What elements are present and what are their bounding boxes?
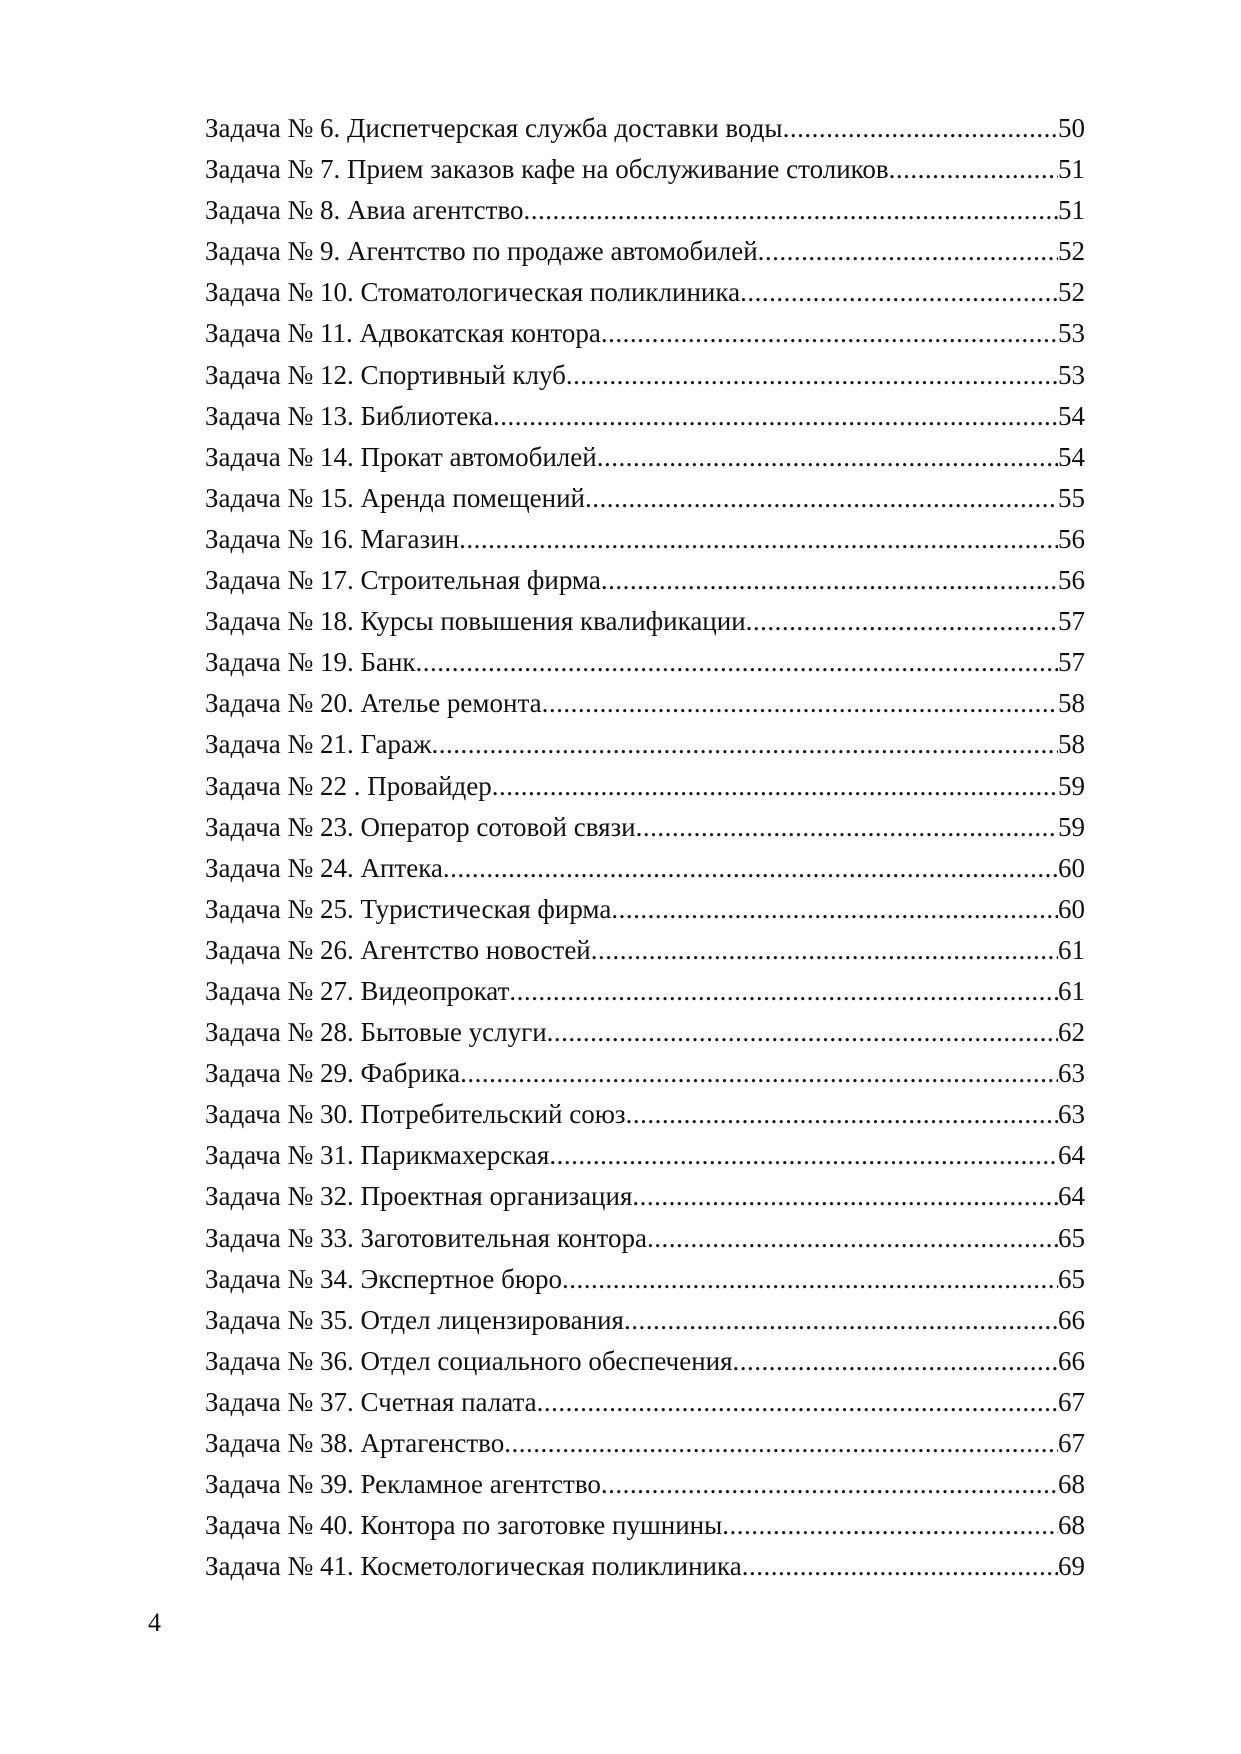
dot-leader (742, 1546, 1058, 1587)
toc-entry-title: Задача № 35. Отдел лицензирования (205, 1304, 624, 1335)
toc-entry-page: 53 (1058, 318, 1085, 349)
toc-entry (205, 848, 1092, 889)
toc-entry-title: Задача № 33. Заготовительная контора (205, 1222, 647, 1253)
dot-leader (611, 889, 1058, 930)
toc-entry-title: Задача № 41. Косметологическая поликлиника (205, 1551, 742, 1582)
toc-entry-title: Задача № 17. Строительная фирма (205, 565, 601, 596)
toc-entry-title: Задача № 18. Курсы повышения квалификации (205, 606, 746, 637)
dot-leader (597, 437, 1058, 478)
toc-entry-page: 57 (1058, 606, 1085, 637)
toc-entry (205, 1464, 1092, 1505)
dot-leader (636, 807, 1058, 848)
toc-entry-page: 61 (1058, 934, 1085, 965)
toc-entry-page: 68 (1058, 1510, 1085, 1541)
toc-entry (205, 1546, 1092, 1587)
toc-entry-title: Задача № 30. Потребительский союз (205, 1099, 626, 1130)
toc-entry-page: 51 (1058, 154, 1085, 185)
toc-entry-page: 60 (1058, 893, 1085, 924)
toc-entry-title: Задача № 34. Экспертное бюро (205, 1263, 563, 1294)
toc-entry (205, 190, 1092, 231)
toc-entry-page: 65 (1058, 1222, 1085, 1253)
toc-entry (205, 272, 1092, 313)
toc-entry-page: 55 (1058, 482, 1085, 513)
dot-leader (504, 1423, 1058, 1464)
toc-entry-title: Задача № 14. Прокат автомобилей (205, 441, 597, 472)
dot-leader (591, 930, 1058, 971)
dot-leader (416, 642, 1058, 683)
toc-entry-title: Задача № 29. Фабрика (205, 1058, 461, 1089)
dot-leader (585, 478, 1058, 519)
table-of-contents (205, 108, 1092, 1587)
toc-entry-title: Задача № 6. Диспетчерская служба доставки воды (205, 113, 783, 143)
toc-entry-page: 52 (1058, 236, 1085, 267)
dot-leader (562, 1259, 1058, 1300)
toc-entry-title: Задача № 16. Магазин (205, 523, 460, 554)
toc-entry-page: 56 (1058, 523, 1085, 554)
toc-entry (205, 560, 1092, 601)
toc-entry (205, 971, 1092, 1012)
dot-leader (459, 519, 1058, 560)
toc-entry (205, 807, 1092, 848)
toc-entry-page: 54 (1058, 400, 1085, 431)
dot-leader (601, 313, 1058, 354)
toc-entry-page: 61 (1058, 975, 1085, 1006)
dot-leader (626, 1094, 1058, 1135)
toc-entry-page: 59 (1058, 770, 1085, 801)
dot-leader (443, 848, 1058, 889)
dot-leader (509, 971, 1058, 1012)
toc-entry-page: 58 (1058, 688, 1085, 719)
toc-entry-title: Задача № 32. Проектная организация (205, 1181, 633, 1212)
toc-entry-page: 58 (1058, 729, 1085, 760)
toc-entry-title: Задача № 15. Аренда помещений (205, 482, 586, 513)
dot-leader (647, 1218, 1058, 1259)
toc-entry-title: Задача № 31. Парикмахерская (205, 1140, 550, 1171)
dot-leader (493, 396, 1058, 437)
toc-entry-page: 57 (1058, 647, 1085, 678)
toc-entry (205, 1300, 1092, 1341)
toc-entry-page: 67 (1058, 1386, 1085, 1417)
toc-entry-title: Задача № 28. Бытовые услуги (205, 1017, 547, 1048)
toc-entry-title: Задача № 27. Видеопрокат (205, 975, 510, 1006)
toc-entry (205, 1423, 1092, 1464)
dot-leader (740, 272, 1058, 313)
toc-entry-page: 56 (1058, 565, 1085, 596)
toc-entry-title: Задача № 11. Адвокатская контора (205, 318, 601, 349)
toc-entry (205, 437, 1092, 478)
toc-entry-title: Задача № 13. Библиотека (205, 400, 494, 431)
toc-entry-title: Задача № 25. Туристическая фирма (205, 893, 612, 924)
dot-leader (722, 1505, 1058, 1546)
dot-leader (733, 1341, 1058, 1382)
toc-entry-page: 66 (1058, 1345, 1085, 1376)
toc-entry-page: 65 (1058, 1263, 1085, 1294)
toc-entry (205, 478, 1092, 519)
toc-entry-page: 66 (1058, 1304, 1085, 1335)
toc-entry-title: Задача № 9. Агентство по продаже автомобилей (205, 236, 758, 267)
dot-leader (537, 1382, 1058, 1423)
dot-leader (746, 601, 1058, 642)
toc-entry-page: 69 (1058, 1551, 1085, 1582)
toc-entry (205, 683, 1092, 724)
toc-entry (205, 766, 1092, 807)
dot-leader (566, 355, 1058, 396)
dot-leader (601, 560, 1058, 601)
dot-leader (432, 724, 1058, 765)
toc-entry-page: 64 (1058, 1181, 1085, 1212)
toc-entry-page: 64 (1058, 1140, 1085, 1171)
toc-entry-page: 50 (1058, 113, 1085, 143)
toc-entry (205, 724, 1092, 765)
dot-leader (624, 1300, 1058, 1341)
toc-entry-page: 51 (1058, 195, 1085, 226)
toc-entry-page: 67 (1058, 1428, 1085, 1458)
toc-entry (205, 1135, 1092, 1176)
toc-entry-title: Задача № 19. Банк (205, 647, 416, 678)
toc-entry-page: 62 (1058, 1017, 1085, 1048)
toc-entry-page: 53 (1058, 359, 1085, 390)
toc-entry-title: Задача № 37. Счетная палата (205, 1386, 537, 1417)
toc-entry-title: Задача № 40. Контора по заготовке пушнины (205, 1510, 723, 1541)
dot-leader (547, 1012, 1058, 1053)
toc-entry (205, 355, 1092, 396)
toc-entry-title: Задача № 12. Спортивный клуб (205, 359, 566, 390)
dot-leader (460, 1053, 1058, 1094)
toc-entry-title: Задача № 23. Оператор сотовой связи (205, 811, 636, 842)
toc-entry (205, 642, 1092, 683)
toc-entry-title: Задача № 20. Ателье ремонта (205, 688, 542, 719)
toc-entry (205, 601, 1092, 642)
dot-leader (632, 1176, 1058, 1217)
toc-entry-title: Задача № 7. Прием заказов кафе на обслуживание столиков (205, 154, 889, 185)
toc-entry (205, 1012, 1092, 1053)
toc-entry-title: Задача № 39. Рекламное агентство (205, 1469, 601, 1500)
toc-entry-title: Задача № 26. Агентство новостей (205, 934, 591, 965)
toc-entry-title: Задача № 24. Аптека (205, 852, 443, 883)
toc-entry (205, 1176, 1092, 1217)
toc-entry (205, 930, 1092, 971)
toc-entry-page: 63 (1058, 1099, 1085, 1130)
toc-entry-page: 54 (1058, 441, 1085, 472)
toc-entry-title: Задача № 10. Стоматологическая поликлиника (205, 277, 741, 308)
dot-leader (542, 683, 1058, 724)
dot-leader (601, 1464, 1058, 1505)
toc-entry (205, 1382, 1092, 1423)
dot-leader (524, 190, 1058, 231)
toc-entry-page: 59 (1058, 811, 1085, 842)
toc-entry (205, 1218, 1092, 1259)
toc-entry-title: Задача № 38. Артагенство (205, 1428, 505, 1458)
toc-entry (205, 1505, 1092, 1546)
toc-entry (205, 1053, 1092, 1094)
toc-entry-page: 63 (1058, 1058, 1085, 1089)
dot-leader (783, 108, 1058, 149)
toc-entry (205, 313, 1092, 354)
toc-entry (205, 889, 1092, 930)
toc-entry-title: Задача № 21. Гараж (205, 729, 432, 760)
toc-entry-title: Задача № 8. Авиа агентство (205, 195, 524, 226)
toc-entry-title: Задача № 22 . Провайдер (205, 770, 492, 801)
dot-leader (889, 149, 1058, 190)
toc-entry (205, 231, 1092, 272)
toc-entry (205, 1341, 1092, 1382)
toc-entry-page: 68 (1058, 1469, 1085, 1500)
toc-entry (205, 396, 1092, 437)
toc-entry-page: 52 (1058, 277, 1085, 308)
dot-leader (758, 231, 1058, 272)
toc-entry (205, 1259, 1092, 1300)
page-number: 4 (148, 1608, 161, 1637)
toc-entry (205, 1094, 1092, 1135)
toc-entry-page: 60 (1058, 852, 1085, 883)
toc-entry (205, 108, 1092, 149)
toc-entry (205, 149, 1092, 190)
dot-leader (549, 1135, 1058, 1176)
toc-entry-title: Задача № 36. Отдел социального обеспечения (205, 1345, 733, 1376)
toc-entry (205, 519, 1092, 560)
dot-leader (492, 766, 1058, 807)
